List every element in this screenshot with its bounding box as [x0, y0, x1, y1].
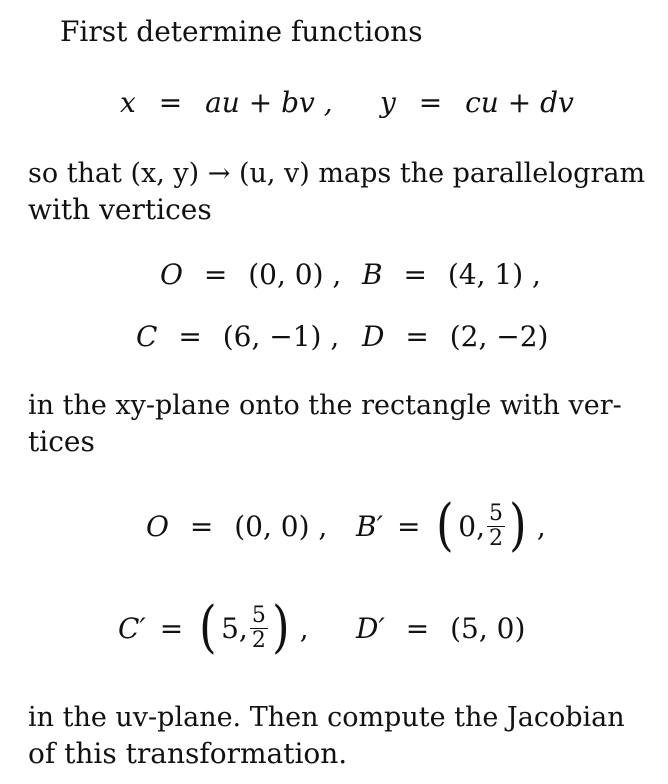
- equals-sign: =: [158, 86, 183, 119]
- fraction-denominator: 2: [251, 627, 266, 653]
- equals-sign: =: [396, 509, 421, 543]
- vertex-B-xy: [362, 258, 541, 291]
- x-function-expression: au + bv ,: [205, 86, 333, 119]
- vertex-label: B: [362, 258, 383, 291]
- fraction-numerator: 5: [251, 602, 266, 628]
- equals-sign: =: [403, 258, 427, 291]
- equals-sign: =: [405, 612, 430, 645]
- fraction-denominator: 2: [488, 525, 503, 551]
- left-paren: (: [199, 595, 217, 660]
- right-paren: ): [272, 595, 290, 660]
- function-x-equation: [120, 86, 333, 119]
- right-paren: ): [509, 493, 527, 558]
- vertex-C-xy: [136, 320, 339, 353]
- coordinate-first: 0,: [458, 509, 485, 543]
- function-y-equation: [380, 86, 574, 119]
- vertex-D-xy: [362, 320, 548, 353]
- x-variable: x: [120, 86, 136, 119]
- plane-sentence-line2: tices: [28, 425, 95, 458]
- vertex-label: D: [362, 320, 385, 353]
- vertex-label: D′: [356, 612, 385, 645]
- vertex-label: C′: [118, 611, 146, 645]
- vertex-coordinates: (4, 1) ,: [447, 258, 541, 291]
- intro-text: First determine functions: [60, 15, 423, 48]
- fraction-numerator: 5: [488, 500, 503, 526]
- final-sentence-line1: in the uv-plane. Then compute the Jacobian: [28, 702, 625, 733]
- mapping-sentence-line2: with vertices: [28, 193, 212, 226]
- vertex-label: O: [146, 510, 169, 543]
- left-paren: (: [436, 493, 455, 558]
- y-function-expression: cu + dv: [465, 86, 574, 119]
- equals-sign: =: [418, 86, 443, 119]
- trailing-comma: ,: [299, 611, 309, 645]
- vertex-label: B′: [356, 509, 383, 543]
- mapping-sentence-line1: so that (x, y) → (u, v) maps the parallelogram: [28, 158, 646, 189]
- vertex-coordinates: (0, 0) ,: [248, 258, 342, 291]
- final-sentence-line2: of this transformation.: [28, 737, 348, 770]
- fraction: [250, 604, 268, 653]
- vertex-C-prime-uv: [118, 588, 309, 668]
- vertex-D-prime-uv: [356, 612, 525, 645]
- coordinate-first: 5,: [221, 611, 248, 645]
- y-variable: y: [380, 86, 396, 119]
- vertex-coordinates: (6, −1) ,: [222, 320, 340, 353]
- vertex-O-uv: [146, 510, 327, 543]
- fraction: [487, 502, 505, 551]
- vertex-coordinates: (0, 0) ,: [234, 510, 328, 543]
- plane-sentence-line1: in the xy-plane onto the rectangle with ver-: [28, 390, 622, 421]
- trailing-comma: ,: [536, 509, 546, 543]
- equals-sign: =: [405, 320, 429, 353]
- vertex-coordinates: (2, −2): [449, 320, 549, 353]
- vertex-O-xy: [160, 258, 341, 291]
- vertex-B-prime-uv: [356, 486, 546, 566]
- equals-sign: =: [178, 320, 202, 353]
- equals-sign: =: [203, 258, 228, 291]
- vertex-label: C: [136, 320, 158, 353]
- vertex-label: O: [160, 258, 183, 291]
- vertex-coordinates: (5, 0): [450, 612, 526, 645]
- equals-sign: =: [159, 611, 184, 645]
- equals-sign: =: [189, 510, 214, 543]
